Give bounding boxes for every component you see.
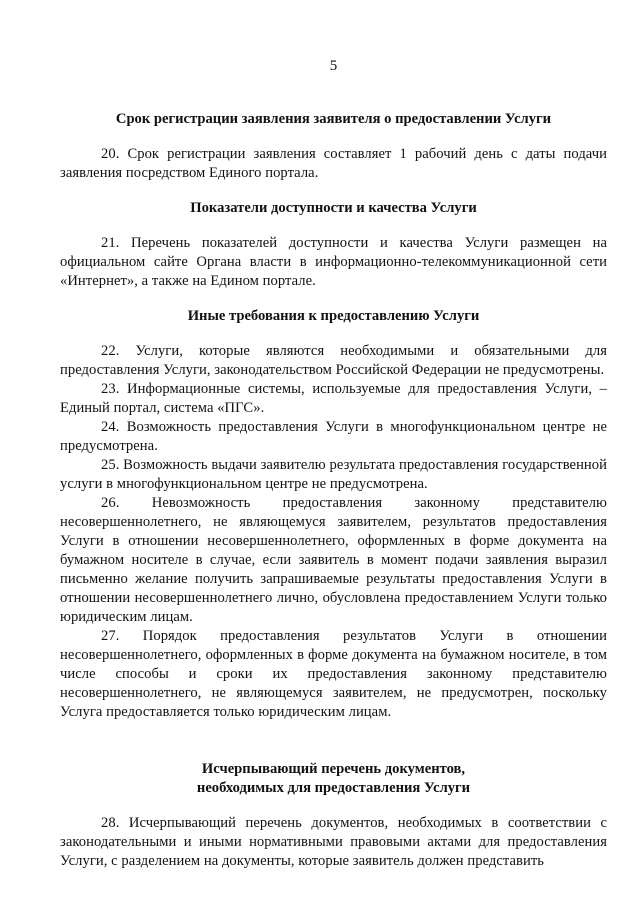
paragraph-24: 24. Возможность предоставления Услуги в многофункциональном центре не предусмотрена. bbox=[60, 419, 607, 454]
paragraph-23: 23. Информационные системы, используемые для предоставления Услуги, – Единый портал, система «ПГС». bbox=[60, 381, 607, 416]
section-heading-registration-term: Срок регистрации заявления заявителя о предоставлении Услуги bbox=[115, 111, 552, 127]
paragraph-22: 22. Услуги, которые являются необходимыми и обязательными для предоставления Услуги, законодательством Российской Федерации не предусмотрены. bbox=[60, 343, 607, 378]
section-heading-documents-list-line2: необходимых для предоставления Услуги bbox=[196, 780, 471, 796]
paragraph-28: 28. Исчерпывающий перечень документов, необходимых в соответствии с законодательными и иными нормативными правовыми актами для предоставления Услуги, с разделением на документы, которые заявитель должен представить bbox=[60, 815, 607, 869]
section-heading-other-requirements: Иные требования к предоставлению Услуги bbox=[187, 308, 480, 324]
paragraph-27: 27. Порядок предоставления результатов Услуги в отношении несовершеннолетнего, оформленных в форме документа на бумажном носителе, в том числе способы и сроки их предоставления законному представителю несовершеннолетнего, не являющемуся заявителем, не предусмотрен, поскольку Услуга предоставляется только юридическим лицам. bbox=[60, 628, 607, 720]
paragraph-20: 20. Срок регистрации заявления составляет 1 рабочий день с даты подачи заявления посредством Единого портала. bbox=[60, 146, 607, 181]
paragraph-21: 21. Перечень показателей доступности и качества Услуги размещен на официальном сайте Органа власти в информационно-телекоммуникационной сети «Интернет», а также на Едином портале. bbox=[60, 235, 607, 289]
section-heading-quality-indicators: Показатели доступности и качества Услуги bbox=[190, 200, 477, 216]
section-heading-documents-list bbox=[60, 760, 607, 798]
paragraph-25: 25. Возможность выдачи заявителю результата предоставления государственной услуги в многофункциональном центре не предусмотрена. bbox=[60, 457, 607, 492]
section-heading-documents-list-line1: Исчерпывающий перечень документов, bbox=[201, 761, 466, 777]
paragraph-26: 26. Невозможность предоставления законному представителю несовершеннолетнего, не являющемуся заявителем, результатов предоставления Услуги в отношении несовершеннолетнего, оформленных в форме документа на бумажном носителе в случае, если заявитель в момент подачи заявления выразил письменно желание получить запрашиваемые результаты предоставления Услуги в отношении несовершеннолетнего лично, обусловлена предоставлением Услуги только юридическим лицам. bbox=[60, 495, 607, 625]
page-number: 5 bbox=[329, 58, 338, 74]
